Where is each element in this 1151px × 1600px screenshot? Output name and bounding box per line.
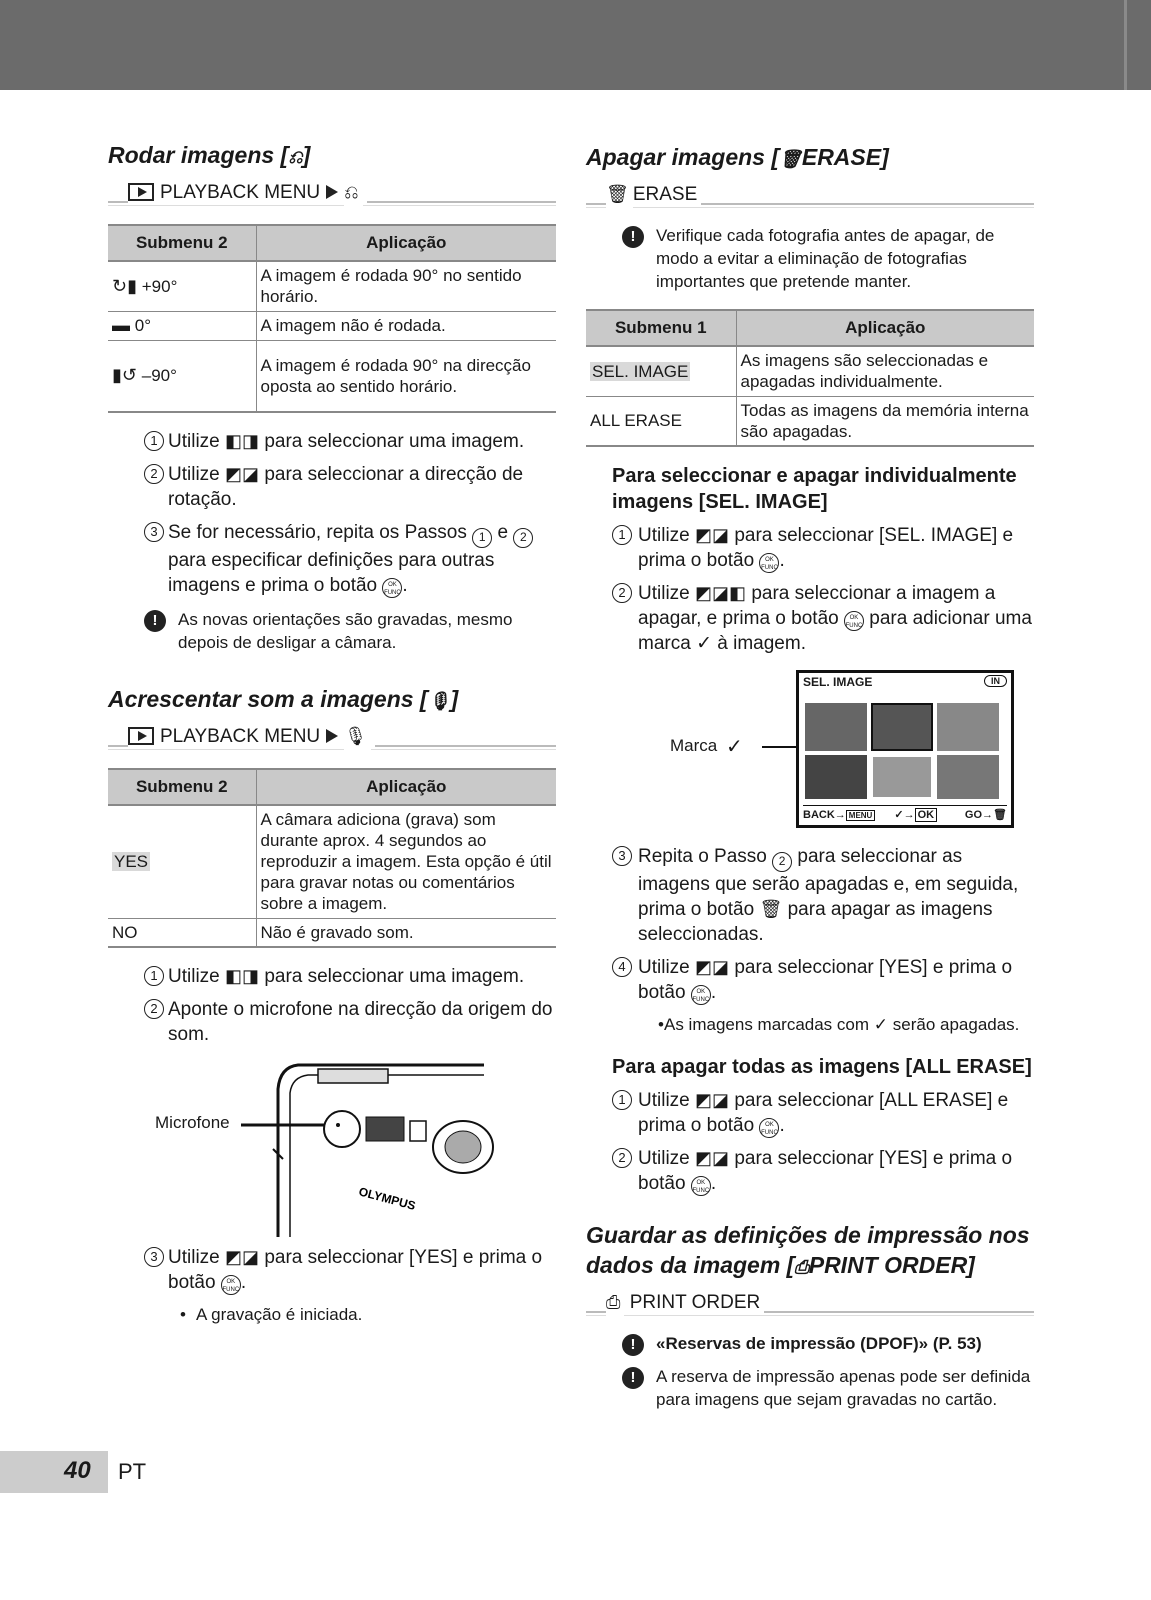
- up-down-button-icon: ◩◪: [695, 957, 730, 977]
- rotate-ccw-icon: ▮↺: [112, 365, 137, 386]
- up-down-button-icon: ◩◪: [695, 1148, 730, 1168]
- section-title-print: Guardar as definições de impressão nos dados da imagem [⎙PRINT ORDER]: [586, 1220, 1034, 1282]
- table-row: SEL. IMAGE: [586, 346, 736, 396]
- header-bar: [0, 0, 1151, 90]
- check-mark-icon: ✓: [696, 633, 712, 654]
- erase-table: Submenu 1 Aplicação SEL. IMAGE As imagens são seleccionadas e apagadas individualmente. ALL ERASE Todas as imagens da memória interna são apagadas.: [586, 309, 1034, 447]
- ok-func-button-icon: OK FUNC: [844, 611, 864, 631]
- page-number: 40: [64, 1457, 91, 1484]
- arrow-right-icon: [326, 729, 338, 743]
- up-down-button-icon: ◩◪: [225, 464, 260, 484]
- page-language: PT: [118, 1459, 147, 1484]
- sound-table: Submenu 2 Aplicação YES A câmara adiciona (grava) som durante aprox. 4 segundos ao reproduzir a imagem. Esta opção é útil para gravar notas ou comentários sobre a imagem. NO Não é gravado som.: [108, 768, 556, 948]
- list-item: 4 Utilize ◩◪ para seleccionar [YES] e prima o botão OK FUNC.: [586, 955, 1034, 1005]
- table-row: NO: [108, 918, 256, 947]
- arrow-right-icon: [326, 185, 338, 199]
- table-row: ▬ 0°: [108, 311, 256, 340]
- ok-func-button-icon: OK FUNC: [759, 1118, 779, 1138]
- check-mark-icon: ✓: [873, 1015, 889, 1034]
- arrow-buttons-icon: ◩◪◧: [695, 583, 747, 603]
- camera-drawing: [108, 1059, 556, 1239]
- all-steps: [586, 1088, 1034, 1196]
- print-note-1: ! «Reservas de impressão (DPOF)» (P. 53): [586, 1332, 1034, 1355]
- table-row: ALL ERASE: [586, 396, 736, 446]
- thumbnail-selected: [871, 703, 933, 751]
- list-item: 2 Utilize ◩◪ para seleccionar [YES] e prima o botão OK FUNC.: [586, 1146, 1034, 1196]
- table-row: ↻▮ +90°: [108, 261, 256, 311]
- lcd-screen: SEL. IMAGE IN BACK→ MENU ✓→ OK GO→🗑: [796, 670, 1014, 828]
- camera-illustration: Microfone OLYMPUS: [108, 1059, 556, 1239]
- trash-icon: 🗑: [759, 899, 783, 919]
- rotate-note: ! As novas orientações são gravadas, mesmo depois de desligar a câmara.: [108, 608, 556, 654]
- microphone-icon: 🎙: [344, 722, 371, 750]
- menu-path-print: ⎙ PRINT ORDER: [586, 1288, 1034, 1318]
- erase-note: ! Verifique cada fotografia antes de apagar, de modo a evitar a eliminação de fotografias importantes que pretende manter.: [586, 224, 1034, 293]
- caution-icon: !: [622, 226, 644, 248]
- thumbnail: [937, 703, 999, 751]
- rotate-table: Submenu 2 Aplicação ↻▮ +90° A imagem é rodada 90° no sentido horário. ▬ 0° A imagem não é rodada. ▮↺ –90° A imagem é rodada 90° na direcção oposta ao sentido horário.: [108, 224, 556, 413]
- sel-steps-2: [586, 844, 1034, 1005]
- left-right-button-icon: ◧◨: [225, 966, 260, 986]
- svg-text:OLYMPUS: OLYMPUS: [357, 1184, 418, 1213]
- print-icon: ⎙: [606, 1288, 624, 1316]
- menu-path-sound: PLAYBACK MENU 🎙: [108, 722, 556, 752]
- rotate-icon: ⎌: [288, 147, 303, 167]
- sel-steps: [586, 523, 1034, 656]
- menu-path-erase: 🗑 ERASE: [586, 180, 1034, 210]
- sound-steps: [108, 964, 556, 1047]
- check-mark-icon: ✓: [726, 736, 743, 758]
- sel-bullet: • As imagens marcadas com ✓ serão apagadas.: [586, 1013, 1034, 1036]
- rotate-steps: [108, 429, 556, 598]
- caution-icon: !: [622, 1334, 644, 1356]
- microphone-icon: 🎙: [427, 691, 451, 711]
- list-item: 2 Aponte o microfone na direcção da origem do som.: [108, 997, 556, 1047]
- up-down-button-icon: ◩◪: [695, 1090, 730, 1110]
- ok-func-button-icon: OK FUNC: [382, 578, 402, 598]
- left-column: [108, 140, 556, 1326]
- list-item: 1 Utilize ◧◨ para seleccionar uma imagem.: [108, 429, 556, 454]
- caution-icon: !: [622, 1367, 644, 1389]
- trash-icon: 🗑: [606, 180, 633, 208]
- section-title-rotate: Rodar imagens [⎌]: [108, 140, 556, 172]
- playback-icon: [128, 183, 154, 201]
- list-item: 1 Utilize ◩◪ para seleccionar [SEL. IMAGE] e prima o botão OK FUNC.: [586, 523, 1034, 573]
- list-item: 2 Utilize ◩◪ para seleccionar a direcção de rotação.: [108, 462, 556, 512]
- list-item: 2 Utilize ◩◪◧ para seleccionar a imagem a apagar, e prima o botão OK FUNC para adicionar uma marca ✓ à imagem.: [586, 581, 1034, 656]
- ok-func-button-icon: OK FUNC: [759, 553, 779, 573]
- sel-image-heading: Para seleccionar e apagar individualmente imagens [SEL. IMAGE]: [612, 465, 1017, 513]
- print-icon: ⎙: [794, 1257, 809, 1277]
- list-item: 1 Utilize ◩◪ para seleccionar [ALL ERASE] e prima o botão OK FUNC.: [586, 1088, 1034, 1138]
- table-row: YES: [108, 805, 256, 918]
- sound-steps-2: [108, 1245, 556, 1295]
- print-note-2: ! A reserva de impressão apenas pode ser definida para imagens que sejam gravadas no cartão.: [586, 1365, 1034, 1411]
- all-erase-heading: Para apagar todas as imagens [ALL ERASE]: [612, 1056, 1032, 1078]
- list-item: 3 Se for necessário, repita os Passos 1 e 2 para especificar definições para outras imagens e prima o botão OK FUNC.: [108, 520, 556, 598]
- right-column: [586, 142, 1034, 1411]
- list-item: 3 Utilize ◩◪ para seleccionar [YES] e prima o botão OK FUNC.: [108, 1245, 556, 1295]
- rotate-cw-icon: ↻▮: [112, 275, 137, 296]
- thumbnail: [871, 755, 933, 799]
- ok-func-button-icon: OK FUNC: [221, 1275, 241, 1295]
- rotate-icon: ⎌: [344, 178, 362, 206]
- thumbnail: [805, 755, 867, 799]
- section-title-sound: Acrescentar som a imagens [🎙]: [108, 684, 556, 716]
- list-item: 1 Utilize ◧◨ para seleccionar uma imagem.: [108, 964, 556, 989]
- list-item: 3 Repita o Passo 2 para seleccionar as imagens que serão apagadas e, em seguida, prima o botão 🗑 para apagar as imagens seleccionadas.: [586, 844, 1034, 947]
- menu-path-rotate: PLAYBACK MENU ⎌: [108, 178, 556, 208]
- thumbnail: [805, 703, 867, 751]
- no-rotate-icon: ▬: [112, 315, 130, 335]
- thumbnail: [937, 755, 999, 799]
- left-right-button-icon: ◧◨: [225, 431, 260, 451]
- table-row: ▮↺ –90°: [108, 340, 256, 412]
- section-title-erase: Apagar imagens [🗑ERASE]: [586, 142, 1034, 174]
- up-down-button-icon: ◩◪: [695, 525, 730, 545]
- ok-func-button-icon: OK FUNC: [691, 985, 711, 1005]
- ok-func-button-icon: OK FUNC: [691, 1176, 711, 1196]
- lcd-screen-illustration: Marca ✓ SEL. IMAGE IN BACK→ MENU ✓→ OK GO→🗑: [586, 670, 1034, 830]
- playback-icon: [128, 727, 154, 745]
- up-down-button-icon: ◩◪: [225, 1247, 260, 1267]
- page-number-tab: [0, 1451, 108, 1493]
- header-tab: [1124, 0, 1127, 90]
- caution-icon: !: [144, 610, 166, 632]
- trash-icon: 🗑: [779, 149, 802, 169]
- sound-bullet: • A gravação é iniciada.: [108, 1303, 556, 1326]
